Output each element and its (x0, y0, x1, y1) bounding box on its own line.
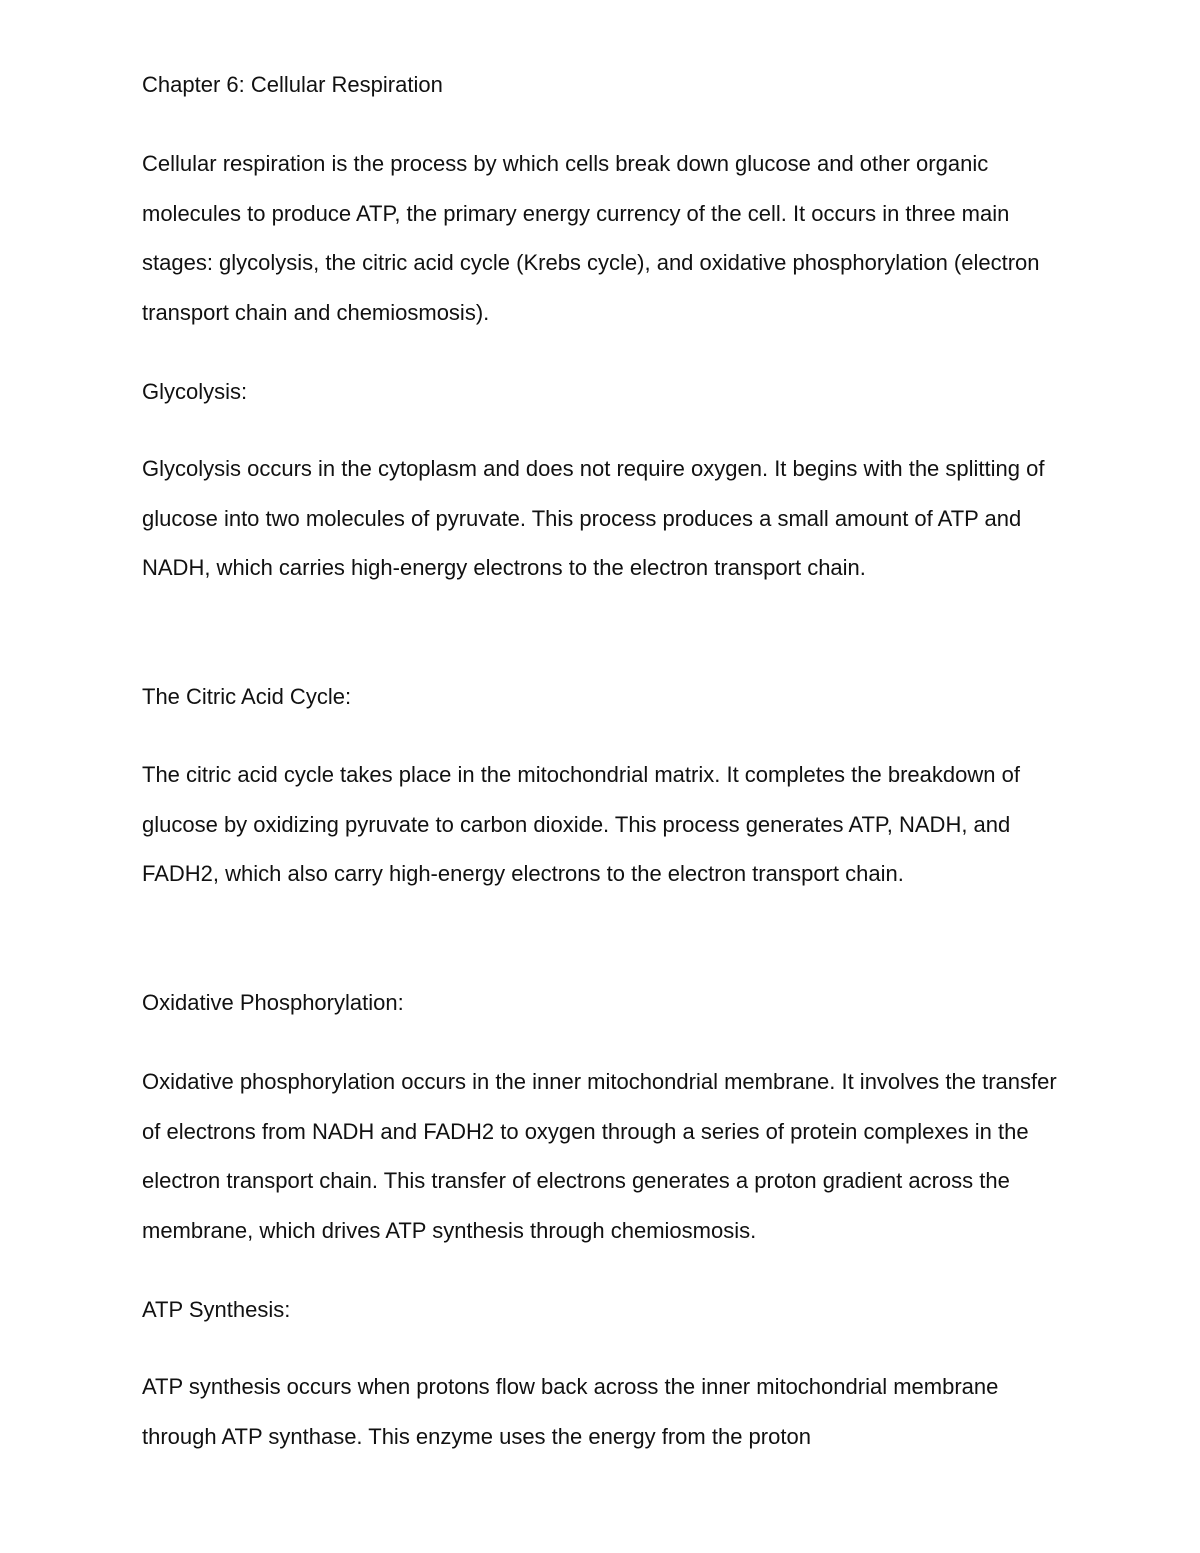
chapter-title: Chapter 6: Cellular Respiration (142, 72, 443, 97)
section-body-citric-acid-cycle: The citric acid cycle takes place in the mitochondrial matrix. It completes the breakdown of glucose by oxidizing pyruvate to carbon dioxide. This process generates ATP, NADH, and FADH2, which also carry high-energy electrons to the electron transport chain. (142, 762, 1020, 886)
section-body-glycolysis: Glycolysis occurs in the cytoplasm and does not require oxygen. It begins with the splitting of glucose into two molecules of pyruvate. This process produces a small amount of ATP and NADH, which carries high-energy electrons to the electron transport chain. (142, 456, 1045, 580)
section-heading-oxidative-phosphorylation: Oxidative Phosphorylation: (142, 990, 404, 1015)
section-heading-atp-synthesis: ATP Synthesis: (142, 1297, 291, 1322)
intro-paragraph: Cellular respiration is the process by which cells break down glucose and other organic molecules to produce ATP, the primary energy currency of the cell. It occurs in three main stages: glycolysis, the citric acid cycle (Krebs cycle), and oxidative phosphorylation (electron transport chain and chemiosmosis). (142, 151, 1040, 325)
section-body-oxidative-phosphorylation: Oxidative phosphorylation occurs in the inner mitochondrial membrane. It involves the transfer of electrons from NADH and FADH2 to oxygen through a series of protein complexes in the electron transport chain. This transfer of electrons generates a proton gradient across the membrane, which drives ATP synthesis through chemiosmosis. (142, 1069, 1057, 1243)
section-body-atp-synthesis: ATP synthesis occurs when protons flow back across the inner mitochondrial membrane through ATP synthase. This enzyme uses the energy from the proton (142, 1374, 999, 1449)
section-heading-glycolysis: Glycolysis: (142, 379, 248, 404)
section-heading-citric-acid-cycle: The Citric Acid Cycle: (142, 684, 352, 709)
